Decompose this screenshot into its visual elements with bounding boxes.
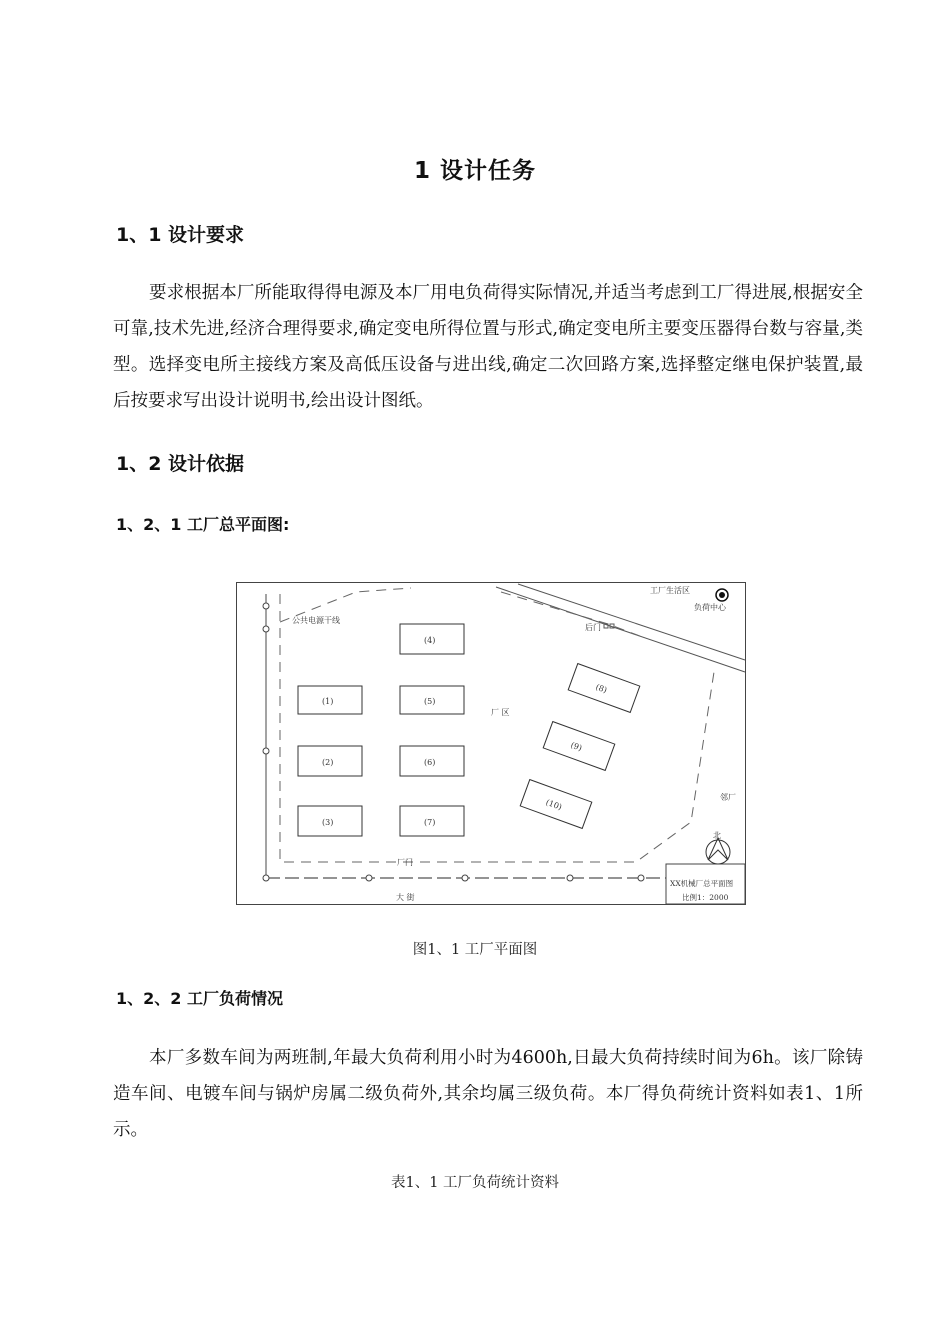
title-block-scale: 比例1：2000 [682,893,729,902]
section-title: 1 设计任务 [413,158,536,184]
figure-frame [237,583,746,905]
label-load-center: 负荷中心 [694,603,726,612]
heading-1-2-1: 1、2、1 工厂总平面图: [116,515,290,534]
label-neighbor-plant: 邻厂 [720,793,736,802]
label-living-area: 工厂生活区 [650,586,690,595]
heading-1-2-2: 1、2、2 工厂负荷情况 [116,989,283,1008]
pole-marker [366,875,372,881]
building-label: (10) [544,797,564,812]
north-arrow-icon [706,840,730,864]
building-label: (2) [322,758,334,767]
label-north: 北 [713,831,721,840]
pole-marker [263,875,269,881]
figure-caption: 图1、1 工厂平面图 [412,942,538,958]
building-label: (6) [424,758,436,767]
label-power-line: 公共电源干线 [292,616,340,625]
label-back-gate: 后门 [585,623,601,632]
heading-1-1: 1、1 设计要求 [116,224,245,246]
building-label: (9) [569,740,584,753]
paragraph-design-requirements: 要求根据本厂所能取得得电源及本厂用电负荷得实际情况,并适当考虑到工厂得进展,根据安全可靠,技术先进,经济合理得要求,确定变电所得位置与形式,确定变电所主要变压器得台数与容量,类型。选择变电所主接线方案及高低压设备与进出线,确定二次回路方案,选择整定继电保护装置,最后按要求写出设计说明书,绘出设计图纸。 [113,283,863,411]
building-label: (1) [322,697,334,706]
title-block-name: XX机械厂总平面图 [670,879,734,888]
label-street: 大 街 [396,893,415,902]
building-label: (8) [594,682,609,695]
label-main-gate: 厂门 [397,858,413,867]
label-plant-area: 厂 区 [491,708,510,717]
pole-marker [462,875,468,881]
pole-marker [263,603,269,609]
pole-marker [567,875,573,881]
building-label: (5) [424,697,436,706]
pole-marker [263,748,269,754]
factory-plan-figure [236,582,746,906]
building-label: (4) [424,636,436,645]
pole-marker [263,626,269,632]
heading-1-2: 1、2 设计依据 [116,453,245,475]
table-caption: 表1、1 工厂负荷统计资料 [390,1175,560,1191]
pole-marker [638,875,644,881]
building-label: (7) [424,818,436,827]
paragraph-load-situation: 本厂多数车间为两班制,年最大负荷利用小时为4600h,日最大负荷持续时间为6h。该厂除铸造车间、电镀车间与锅炉房属二级负荷外,其余均属三级负荷。本厂得负荷统计资料如表1、1所示。 [113,1048,863,1140]
building-label: (3) [322,818,334,827]
load-center-dot [719,592,725,598]
